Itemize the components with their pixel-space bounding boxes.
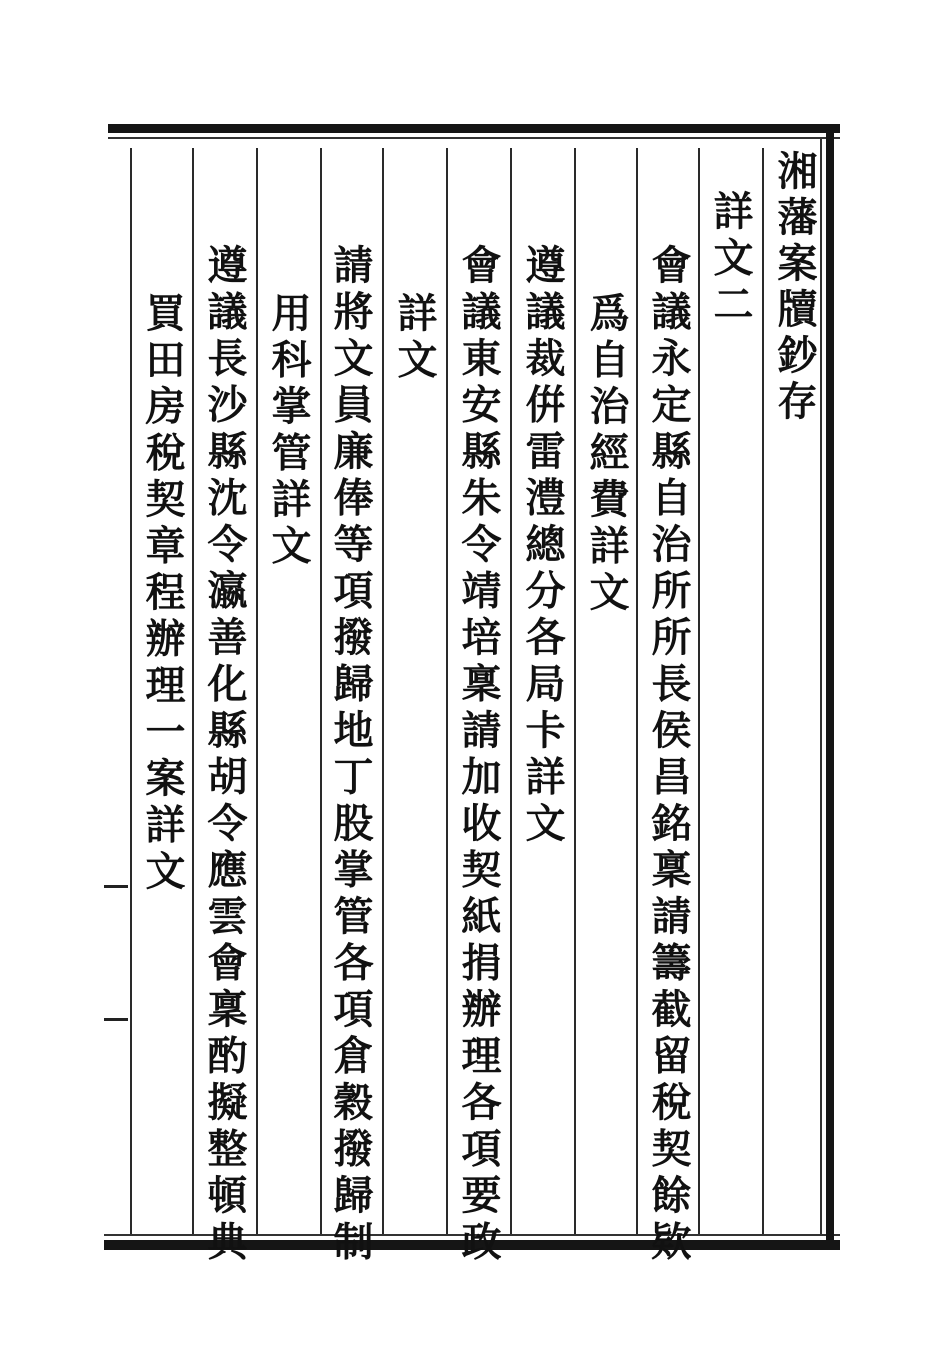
entry-line: 詳文	[391, 292, 438, 385]
entry-line: 會議永定縣自治所所長侯昌銘稟請籌截留稅契餘欵	[645, 244, 692, 1267]
frame-right-rule	[826, 124, 834, 1250]
frame-right-inner-rule	[820, 139, 822, 1236]
entry-line: 用科掌管詳文	[265, 292, 312, 571]
column-divider	[446, 148, 448, 1234]
column-divider	[574, 148, 576, 1234]
column-divider	[256, 148, 258, 1234]
column-divider	[636, 148, 638, 1234]
entry-line: 會議東安縣朱令靖培稟請加收契紙捐辦理各項要政	[455, 244, 502, 1267]
column-divider	[192, 148, 194, 1234]
column-divider	[130, 148, 132, 1234]
column-divider	[698, 148, 700, 1234]
column-divider	[320, 148, 322, 1234]
margin-mark	[104, 1018, 128, 1021]
entry-line: 遵議長沙縣沈令瀛善化縣胡令應雲會稟酌擬整頓典	[201, 244, 248, 1267]
entry-line: 買田房稅契章程辦理一案詳文	[139, 292, 186, 897]
section-heading: 詳文二	[707, 190, 754, 330]
entry-line: 遵議裁倂雷澧總分各局卡詳文	[519, 244, 566, 849]
column-divider	[510, 148, 512, 1234]
column-divider	[382, 148, 384, 1234]
running-title: 湘藩案牘鈔存	[771, 150, 818, 426]
entry-line: 請將文員廉俸等項撥歸地丁股掌管各項倉穀撥歸制	[327, 244, 374, 1267]
margin-mark	[104, 885, 128, 888]
entry-line: 爲自治經費詳文	[583, 292, 630, 618]
frame-top-inner-rule	[108, 137, 840, 139]
frame-top-rule	[108, 124, 840, 133]
column-divider	[762, 148, 764, 1234]
